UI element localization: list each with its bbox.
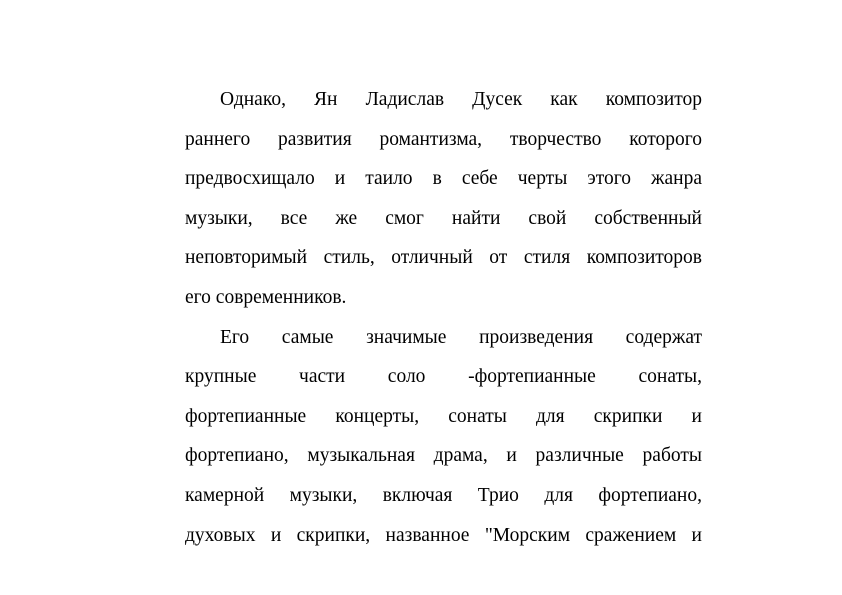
text-line: предвосхищало и таило в себе черты этого жанра bbox=[185, 168, 702, 190]
text-line: неповторимый стиль, отличный от стиля композиторов bbox=[185, 247, 702, 269]
text-line: духовых и скрипки, названное "Морским сражением и bbox=[185, 524, 702, 546]
text-line: Его самые значимые произведения содержат bbox=[220, 326, 702, 348]
text-line: Однако, Ян Ладислав Дусек как композитор bbox=[220, 89, 702, 110]
text-line: крупные части соло -фортепианные сонаты, bbox=[185, 366, 702, 388]
paragraph-1 bbox=[185, 86, 702, 324]
text-line: фортепиано, музыкальная драма, и различные работы bbox=[185, 445, 702, 467]
body-text bbox=[185, 86, 702, 561]
text-line: фортепианные концерты, сонаты для скрипки и bbox=[185, 405, 702, 427]
text-line: музыки, все же смог найти свой собственный bbox=[185, 207, 702, 229]
text-line: его современников. bbox=[185, 286, 347, 308]
text-line: раннего развития романтизма, творчество которого bbox=[185, 128, 702, 150]
paragraph-2 bbox=[185, 324, 702, 562]
text-line: камерной музыки, включая Трио для фортепиано, bbox=[185, 484, 702, 506]
